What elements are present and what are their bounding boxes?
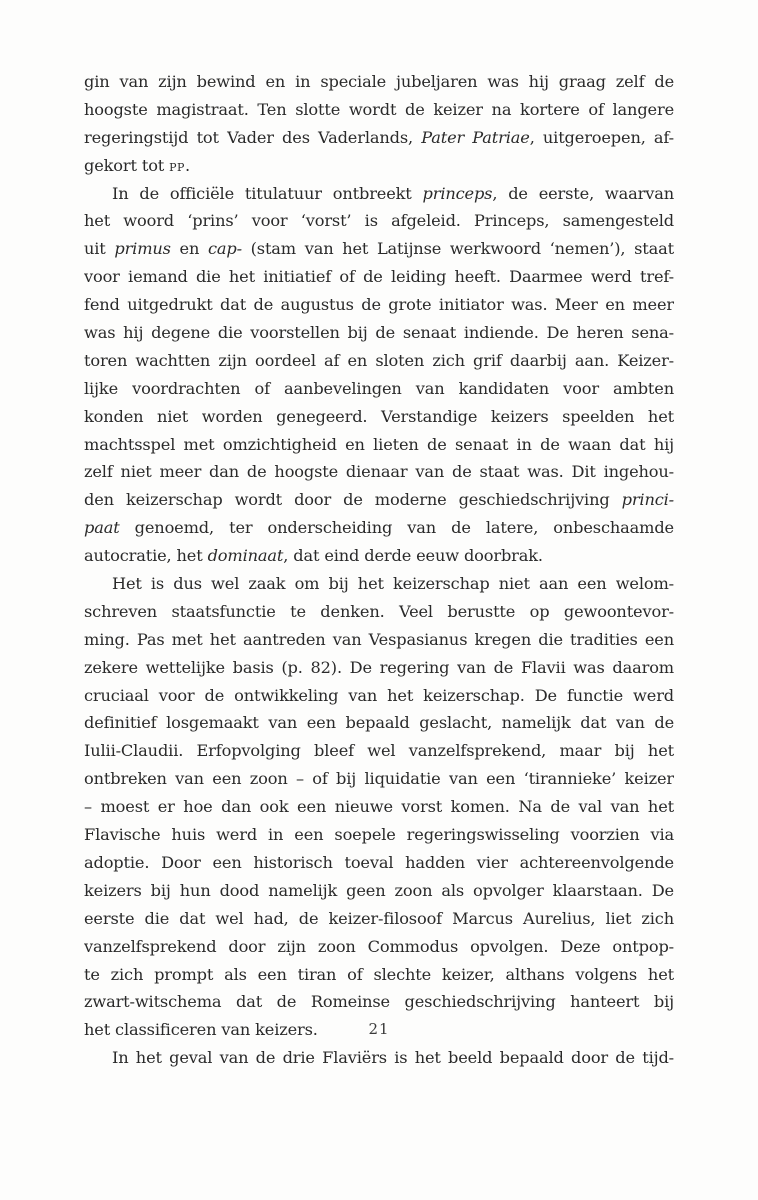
text-line [84,821,674,849]
text-segment: – moest er hoe dan ook een nieuwe vorst komen. Na de val van het [84,797,674,817]
text-segment: toren wachtten zijn oordeel af en sloten zich grif daarbij aan. Keizer- [84,350,674,370]
text-line [84,291,674,319]
text-line [84,542,674,570]
italic-term: paat [84,518,120,538]
text-line [84,68,674,96]
text-line [84,765,674,793]
text-segment: , de eerste, waarvan [492,183,674,203]
text-segment: Flavische huis werd in een soepele regeringswisseling voorzien via [84,825,674,845]
text-segment: zwart-witschema dat de Romeinse geschiedschrijving hanteert bij [84,992,674,1012]
text-line [84,961,674,989]
text-segment: den keizerschap wordt door de moderne geschiedschrijving [84,490,622,510]
text-segment: . [184,155,190,175]
text-line [84,263,674,291]
text-line [84,235,674,263]
text-segment: machtsspel met omzichtigheid en lieten de senaat in de waan dat hij [84,434,674,454]
text-line [84,849,674,877]
text-segment: keizers bij hun dood namelijk geen zoon als opvolger klaarstaan. De [84,880,674,900]
text-line [84,905,674,933]
text-segment: te zich prompt als een tiran of slechte keizer, althans volgens het [84,964,674,984]
text-segment: fend uitgedrukt dat de augustus de grote initiator was. Meer en meer [84,295,674,315]
text-line [84,207,674,235]
text-segment: Iulii-Claudii. Erfopvolging bleef wel vanzelfsprekend, maar bij het [84,741,674,761]
text-segment: , dat eind derde eeuw doorbrak. [283,546,543,566]
italic-term: cap- [207,239,242,259]
text-segment: In de officiële titulatuur ontbreekt [112,183,423,203]
text-line [84,933,674,961]
text-segment: definitief losgemaakt van een bepaald geslacht, namelijk dat van de [84,713,674,733]
text-line [84,570,674,598]
italic-term: primus [114,239,171,259]
italic-term: Pater Patriae [421,127,530,147]
page-number: 21 [368,1020,390,1038]
text-segment: en [170,239,208,259]
text-line [84,375,674,403]
text-line [84,96,674,124]
text-line [84,431,674,459]
abbreviation: pp [169,155,185,175]
text-segment: adoptie. Door een historisch toeval hadden vier achtereenvolgende [84,852,674,872]
text-line [84,737,674,765]
text-line [84,319,674,347]
text-line [84,598,674,626]
text-segment: uit [84,239,115,259]
text-segment: het classificeren van keizers. [84,1020,318,1040]
text-line [84,988,674,1016]
text-line [84,709,674,737]
text-line [84,682,674,710]
text-segment: , uitgeroepen, af- [529,127,674,147]
text-segment: lijke voordrachten of aanbevelingen van kandidaten voor ambten [84,378,674,398]
text-segment: regeringstijd tot Vader des Vaderlands, [84,127,422,147]
text-segment: hoogste magistraat. Ten slotte wordt de keizer na kortere of langere [84,99,674,119]
italic-term: dominaat [207,546,284,566]
text-segment: In het geval van de drie Flaviërs is het beeld bepaald door de tijd- [112,1048,674,1068]
text-segment: eerste die dat wel had, de keizer-filosoof Marcus Aurelius, liet zich [84,908,674,928]
text-segment: zelf niet meer dan de hoogste dienaar van de staat was. Dit ingehou- [84,462,674,482]
text-line [84,654,674,682]
text-segment: gekort tot [84,155,170,175]
text-line [84,403,674,431]
body-text [84,68,674,1072]
text-line [84,486,674,514]
text-segment: genoemd, ter onderscheiding van de latere, onbeschaamde [119,518,674,538]
text-segment: konden niet worden genegeerd. Verstandige keizers speelden het [84,406,674,426]
text-segment: gin van zijn bewind en in speciale jubeljaren was hij graag zelf de [84,72,674,91]
text-segment: voor iemand die het initiatief of de leiding heeft. Daarmee werd tref- [84,267,674,287]
text-segment: vanzelfsprekend door zijn zoon Commodus opvolgen. Deze ontpop- [84,936,674,956]
text-line [84,458,674,486]
text-segment: was hij degene die voorstellen bij de senaat indiende. De heren sena- [84,323,674,343]
text-line [84,514,674,542]
text-line [84,347,674,375]
text-line [84,877,674,905]
text-line [84,180,674,208]
text-segment: het woord ‘prins’ voor ‘vorst’ is afgeleid. Princeps, samengesteld [84,211,674,231]
text-segment: Het is dus wel zaak om bij het keizerschap niet aan een welom- [112,574,674,594]
text-segment: autocratie, het [84,546,208,566]
text-line [84,152,674,180]
italic-term: princi- [621,490,674,510]
text-line [84,124,674,152]
text-line [84,626,674,654]
text-segment: ontbreken van een zoon – of bij liquidatie van een ‘tirannieke’ keizer [84,769,674,789]
text-segment: cruciaal voor de ontwikkeling van het keizerschap. De functie werd [84,685,674,705]
text-line [84,1044,674,1072]
text-segment: (stam van het Latijnse werkwoord ‘nemen’), staat [241,239,674,259]
text-segment: zekere wettelijke basis (p. 82). De regering van de Flavii was daarom [84,657,674,677]
italic-term: princeps [422,183,493,203]
text-segment: ming. Pas met het aantreden van Vespasianus kregen die tradities een [84,629,674,649]
text-segment: schreven staatsfunctie te denken. Veel berustte op gewoontevor- [84,601,674,621]
text-line [84,793,674,821]
